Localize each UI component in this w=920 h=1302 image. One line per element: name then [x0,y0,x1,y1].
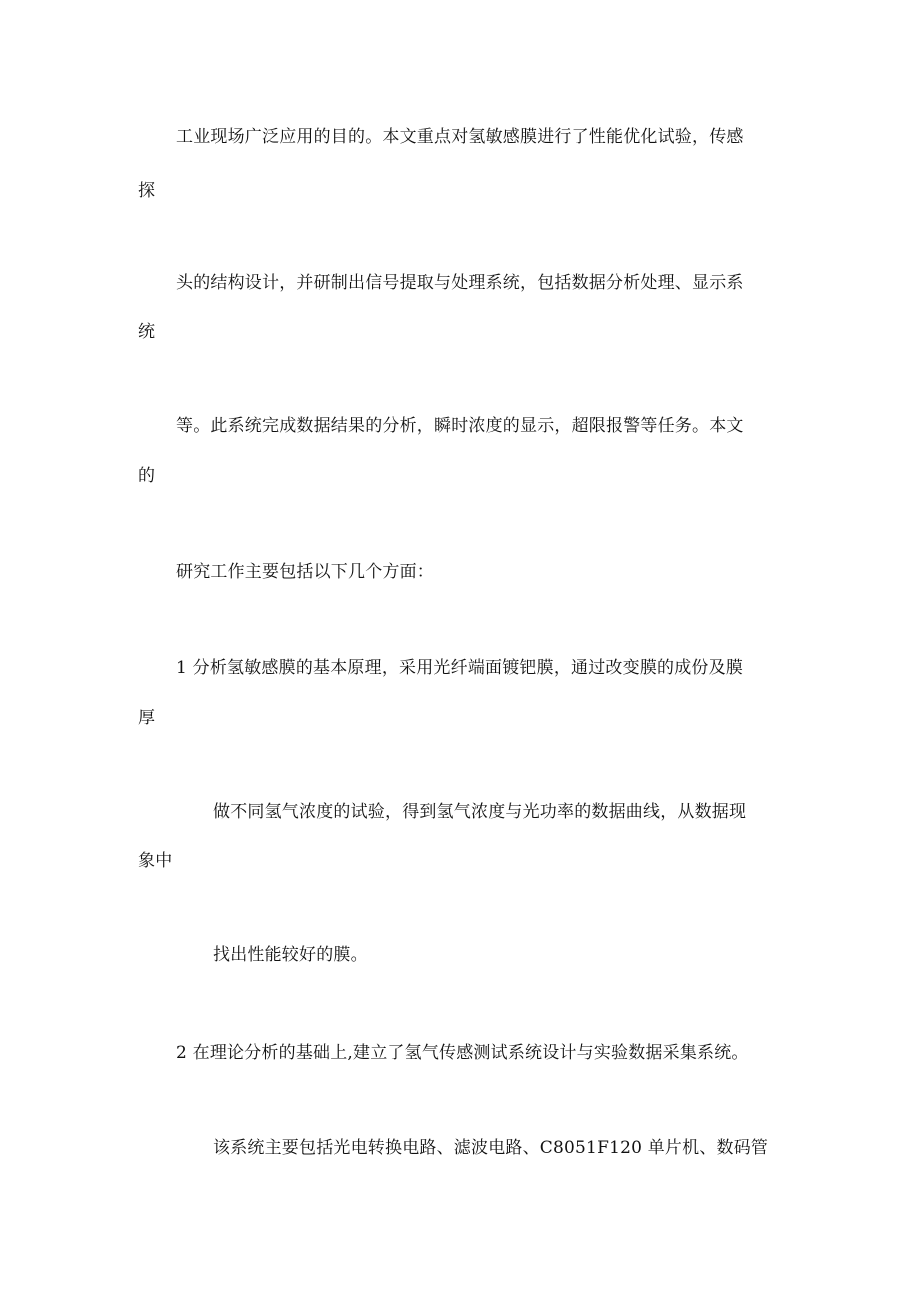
text-line-1: 工业现场广泛应用的目的。本文重点对氢敏感膜进行了性能优化试验，传感 [176,127,744,147]
text-line-13: 2 在理论分析的基础上,建立了氢气传感测试系统设计与实验数据采集系统。 [176,1043,749,1063]
text-line-10: 做不同氢气浓度的试验，得到氢气浓度与光功率的数据曲线，从数据现 [213,802,747,822]
text-line-4: 统 [138,322,156,342]
text-line-14: 该系统主要包括光电转换电路、滤波电路、C8051F120 单片机、数码管 [213,1138,769,1158]
text-line-11: 象中 [138,851,173,871]
text-line-5: 等。此系统完成数据结果的分析，瞬时浓度的显示，超限报警等任务。本文 [176,416,744,436]
text-line-7: 研究工作主要包括以下几个方面： [176,562,434,582]
text-line-12: 找出性能较好的膜。 [213,945,368,965]
text-line-8: 1 分析氢敏感膜的基本原理，采用光纤端面镀钯膜，通过改变膜的成份及膜 [176,658,744,678]
text-line-6: 的 [138,466,156,486]
text-line-9: 厚 [138,708,156,728]
text-line-3: 头的结构设计，并研制出信号提取与处理系统，包括数据分析处理、显示系 [176,273,744,293]
text-line-2: 探 [138,181,156,201]
